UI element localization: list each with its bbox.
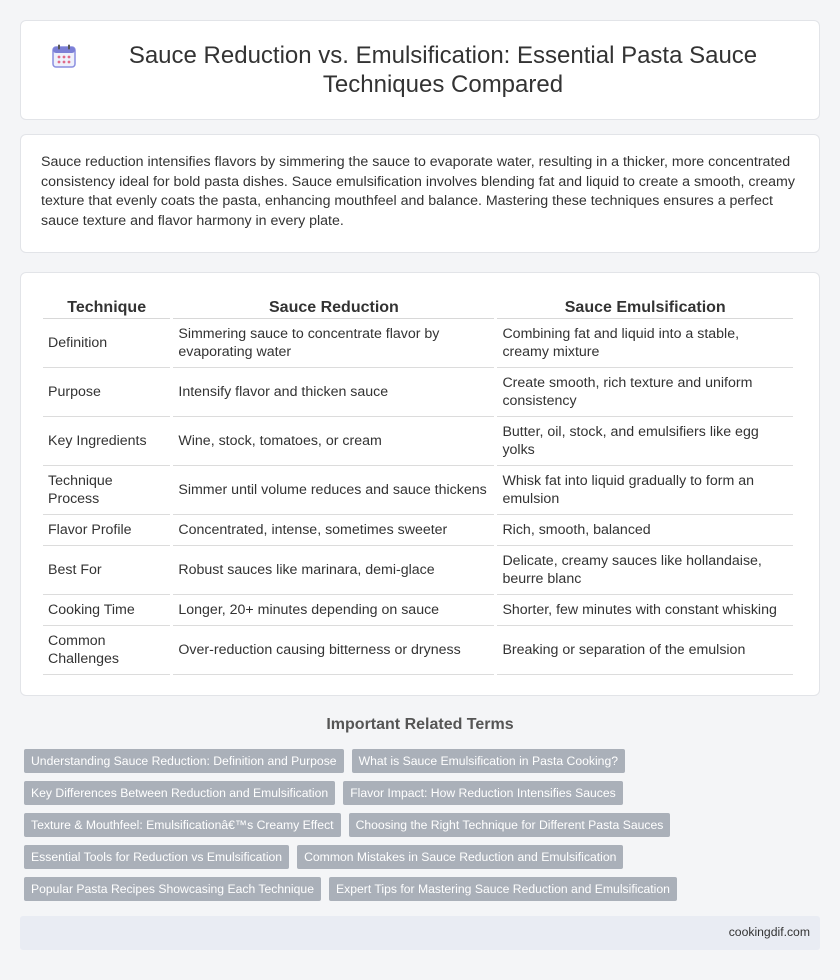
reduction-cell: Over-reduction causing bitterness or dryness — [173, 626, 494, 675]
intro-card — [20, 134, 820, 253]
comparison-table-card — [20, 272, 820, 696]
reduction-cell: Longer, 20+ minutes depending on sauce — [173, 595, 494, 626]
related-term-link[interactable]: Understanding Sauce Reduction: Definition and Purpose — [24, 749, 344, 773]
footer — [20, 916, 820, 950]
reduction-cell: Concentrated, intense, sometimes sweeter — [173, 515, 494, 546]
related-term-link[interactable]: Key Differences Between Reduction and Emulsification — [24, 781, 335, 805]
emulsification-cell: Rich, smooth, balanced — [497, 515, 793, 546]
emulsification-cell: Create smooth, rich texture and uniform consistency — [497, 368, 793, 417]
emulsification-cell: Delicate, creamy sauces like hollandaise, beurre blanc — [497, 546, 793, 595]
header-technique: Technique — [43, 295, 170, 319]
related-term-link[interactable]: Popular Pasta Recipes Showcasing Each Technique — [24, 877, 321, 901]
related-term-link[interactable]: Flavor Impact: How Reduction Intensifies Sauces — [343, 781, 623, 805]
related-terms-title: Important Related Terms — [326, 716, 514, 733]
calendar-icon — [51, 43, 77, 69]
reduction-cell: Robust sauces like marinara, demi-glace — [173, 546, 494, 595]
reduction-cell: Simmering sauce to concentrate flavor by evaporating water — [173, 319, 494, 368]
table-row — [43, 595, 793, 626]
page-title: Sauce Reduction vs. Emulsification: Essential Pasta Sauce Techniques Compared — [128, 42, 758, 98]
emulsification-cell: Shorter, few minutes with constant whisking — [497, 595, 793, 626]
header-sauce-reduction: Sauce Reduction — [173, 295, 494, 319]
row-label: Key Ingredients — [43, 417, 170, 466]
header-sauce-emulsification: Sauce Emulsification — [497, 295, 793, 319]
table-row — [43, 417, 793, 466]
table-row — [43, 546, 793, 595]
related-term-link[interactable]: Choosing the Right Technique for Different Pasta Sauces — [349, 813, 671, 837]
related-terms-list — [24, 749, 824, 909]
row-label: Common Challenges — [43, 626, 170, 675]
related-term-link[interactable]: Common Mistakes in Sauce Reduction and Emulsification — [297, 845, 623, 869]
row-label: Flavor Profile — [43, 515, 170, 546]
row-label: Purpose — [43, 368, 170, 417]
reduction-cell: Wine, stock, tomatoes, or cream — [173, 417, 494, 466]
emulsification-cell: Butter, oil, stock, and emulsifiers like egg yolks — [497, 417, 793, 466]
table-row — [43, 466, 793, 515]
related-term-link[interactable]: Expert Tips for Mastering Sauce Reduction and Emulsification — [329, 877, 677, 901]
table-row — [43, 368, 793, 417]
table-row — [43, 319, 793, 368]
row-label: Best For — [43, 546, 170, 595]
table-row — [43, 515, 793, 546]
table-header-row — [43, 295, 793, 319]
comparison-table — [40, 295, 796, 675]
emulsification-cell: Combining fat and liquid into a stable, creamy mixture — [497, 319, 793, 368]
related-term-link[interactable]: Essential Tools for Reduction vs Emulsification — [24, 845, 289, 869]
reduction-cell: Intensify flavor and thicken sauce — [173, 368, 494, 417]
related-term-link[interactable]: What is Sauce Emulsification in Pasta Cooking? — [352, 749, 625, 773]
emulsification-cell: Breaking or separation of the emulsion — [497, 626, 793, 675]
row-label: Cooking Time — [43, 595, 170, 626]
table-row — [43, 626, 793, 675]
title-card — [20, 20, 820, 120]
related-term-link[interactable]: Texture & Mouthfeel: Emulsificationâ€™s Creamy Effect — [24, 813, 341, 837]
intro-paragraph: Sauce reduction intensifies flavors by simmering the sauce to evaporate water, resulting in a thicker, more concentrated consistency ideal for bold pasta dishes. Sauce emulsification involves blending fat and liquid to create a smooth, creamy texture that evenly coats the pasta, enhancing mouthfeel and balance. Mastering these techniques ensures a perfect sauce texture and flavor harmony in every plate. — [41, 154, 795, 229]
row-label: Technique Process — [43, 466, 170, 515]
row-label: Definition — [43, 319, 170, 368]
emulsification-cell: Whisk fat into liquid gradually to form an emulsion — [497, 466, 793, 515]
footer-site-link[interactable]: cookingdif.com — [728, 925, 810, 939]
reduction-cell: Simmer until volume reduces and sauce thickens — [173, 466, 494, 515]
